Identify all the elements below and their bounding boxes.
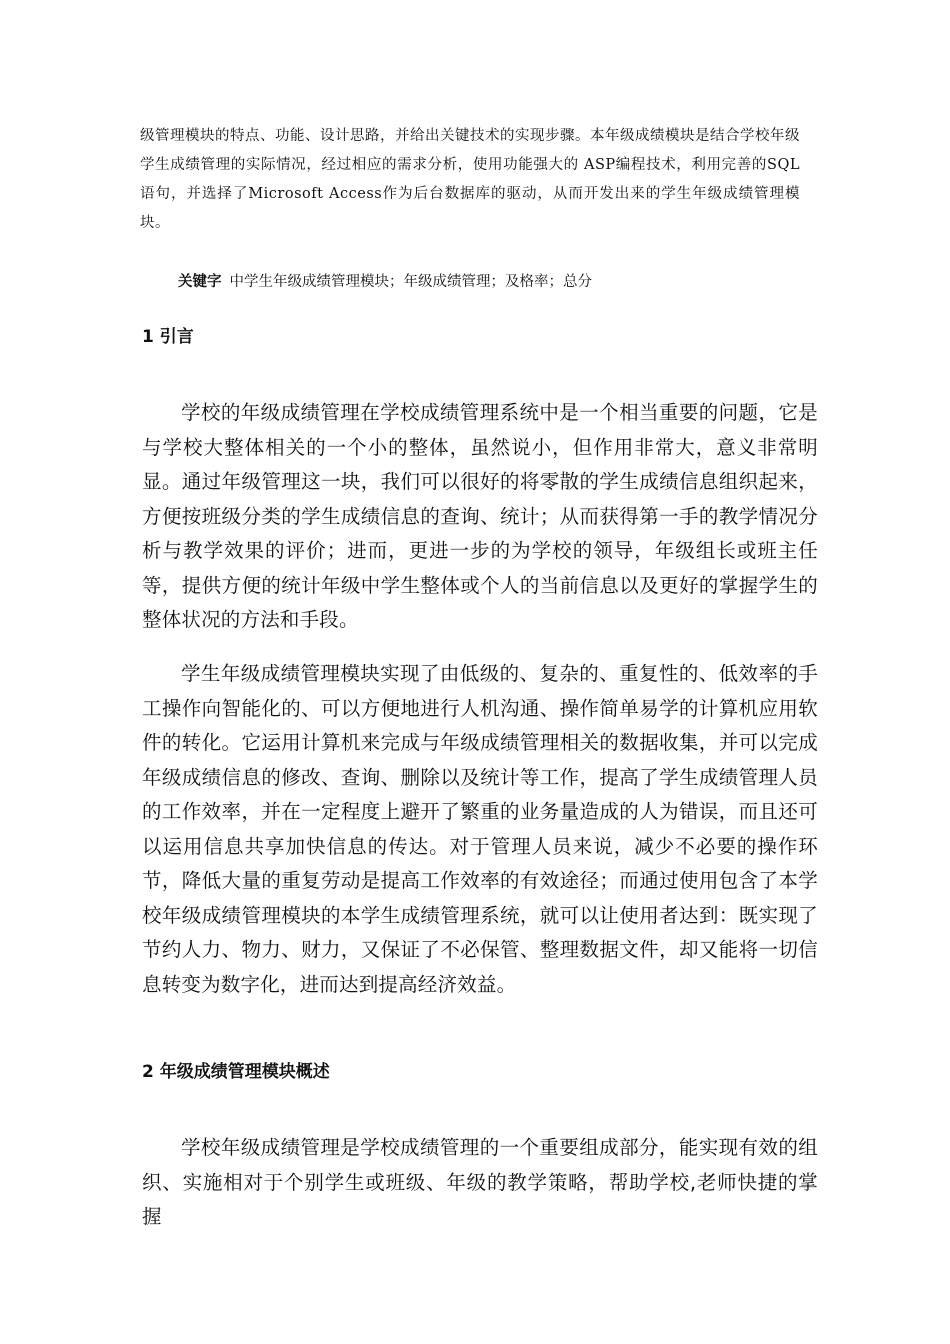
section-1-paragraph-1: 学校的年级成绩管理在学校成绩管理系统中是一个相当重要的问题，它是与学校大整体相关的一个小的整体，虽然说小，但作用非常大，意义非常明显。通过年级管理这一块，我们可以很好的将零散的学生成绩信息组织起来，方便按班级分类的学生成绩信息的查询、统计；从而获得第一手的教学情况分析与教学效果的评价；进而，更进一步的为学校的领导，年级组长或班主任等，提供方便的统计年级中学生整体或个人的当前信息以及更好的掌握学生的整体状况的方法和手段。 <box>142 401 818 631</box>
section-2-paragraph-1: 学校年级成绩管理是学校成绩管理的一个重要组成部分，能实现有效的组织、实施相对于个别学生或班级、年级的教学策略，帮助学校,老师快捷的掌握 <box>142 1136 818 1228</box>
keywords-line <box>178 269 818 295</box>
section-2-heading: 2 年级成绩管理模块概述 <box>142 1062 330 1082</box>
section-1-paragraph-2: 学生年级成绩管理模块实现了由低级的、复杂的、重复性的、低效率的手工操作向智能化的、可以方便地进行人机沟通、操作简单易学的计算机应用软件的转化。它运用计算机来完成与年级成绩管理相关的数据收集，并可以完成年级成绩信息的修改、查询、删除以及统计等工作，提高了学生成绩管理人员的工作效率，并在一定程度上避开了繁重的业务量造成的人为错误，而且还可以运用信息共享加快信息的传达。对于管理人员来说，减少不必要的操作环节，降低大量的重复劳动是提高工作效率的有效途径；而通过使用包含了本学校年级成绩管理模块的本学生成绩管理系统，就可以让使用者达到：既实现了节约人力、物力、财力，又保证了不必保管、整理数据文件，却又能将一切信息转变为数字化，进而达到提高经济效益。 <box>142 662 818 996</box>
keywords-label: 关键字 <box>178 274 222 290</box>
section-1-heading: 1 引言 <box>142 327 194 347</box>
abstract-text: 级管理模块的特点、功能、设计思路，并给出关键技术的实现步骤。本年级成绩模块是结合学校年级学生成绩管理的实际情况，经过相应的需求分析，使用功能强大的 ASP编程技术，利用完善的SQL语句，并选择了Microsoft Access作为后台数据库的驱动，从而开发出来的学生年级成绩管理模块。 <box>140 128 800 231</box>
keywords-text: 中学生年级成绩管理模块；年级成绩管理；及格率；总分 <box>229 274 592 290</box>
